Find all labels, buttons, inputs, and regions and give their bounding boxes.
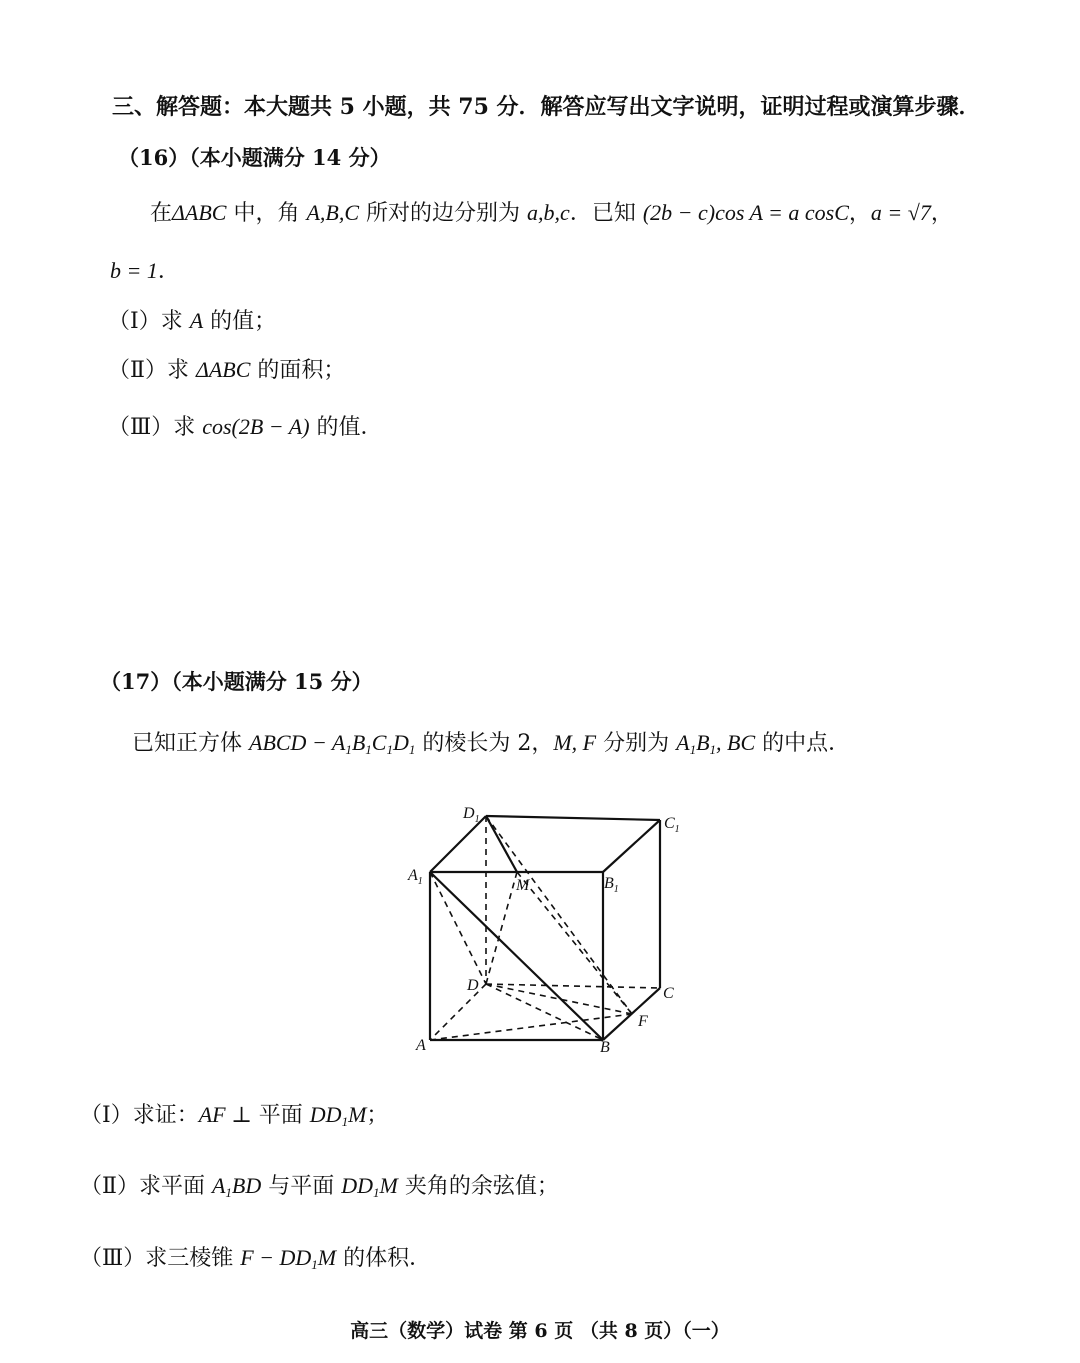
q17-title: （17）（本小题满分 15 分） [100, 669, 373, 694]
q16-stem-cont: b = 1． [110, 258, 180, 284]
q17-part1: （Ⅰ）求证：AF ⊥ 平面 $DD_1M$； [80, 1102, 389, 1129]
label-c1: $C_1$ [664, 815, 680, 835]
label-b: B [600, 1039, 610, 1056]
cube-hidden-edges [430, 816, 660, 1040]
label-f: F [638, 1013, 648, 1030]
segment-d1-m [486, 816, 517, 872]
q16-part3: （Ⅲ）求 cos(2B − A) 的值． [108, 414, 383, 440]
label-d1: $D_1$ [463, 805, 480, 825]
q16-stem: 在ΔABC 中，角 A,B,C 所对的边分别为 a,b,c．已知 (2b − c)cos A = a cosC，a = √7， [150, 200, 953, 226]
segment-d1-f [486, 816, 632, 1014]
q17-part3: （Ⅲ）求三棱锥 $F - DD_1M$ 的体积． [80, 1245, 432, 1272]
q17-part2: （Ⅱ）求平面 $A_1BD$ 与平面 $DD_1M$ 夹角的余弦值； [80, 1173, 559, 1200]
label-a: A [416, 1037, 426, 1054]
segment-a1-b [430, 872, 603, 1040]
segment-m-d [486, 872, 517, 984]
label-c: C [663, 985, 674, 1002]
segment-d-f [486, 984, 632, 1014]
q16-part2: （Ⅱ）求 ΔABC 的面积； [108, 357, 346, 383]
segment-a-f [430, 1014, 632, 1040]
q17-stem: 已知正方体 ABCD − $A_1B_1C_1D_1$ 的棱长为 2，M, F 分别为 $A_1B_1$, BC 的中点． [132, 730, 851, 757]
edge-d1-c1 [486, 816, 660, 820]
label-b1: $B_1$ [604, 875, 619, 895]
segment-d-b [486, 984, 603, 1040]
page-footer: 高三（数学）试卷 第 6 页 （共 8 页）（一） [350, 1320, 730, 1342]
q16-part1: （Ⅰ）求 A 的值； [108, 308, 277, 334]
q16-title: （16）（本小题满分 14 分） [118, 145, 391, 170]
label-a1: $A_1$ [408, 867, 423, 887]
label-m: M [516, 877, 530, 894]
segment-a1-d [430, 872, 486, 984]
edge-c1-b1 [603, 820, 660, 872]
section-header: 三、解答题：本大题共 5 小题，共 75 分．解答应写出文字说明，证明过程或演算步骤． [112, 94, 981, 120]
label-d: D [467, 977, 479, 994]
cube-figure [400, 800, 700, 1065]
edge-d-c [486, 984, 660, 988]
